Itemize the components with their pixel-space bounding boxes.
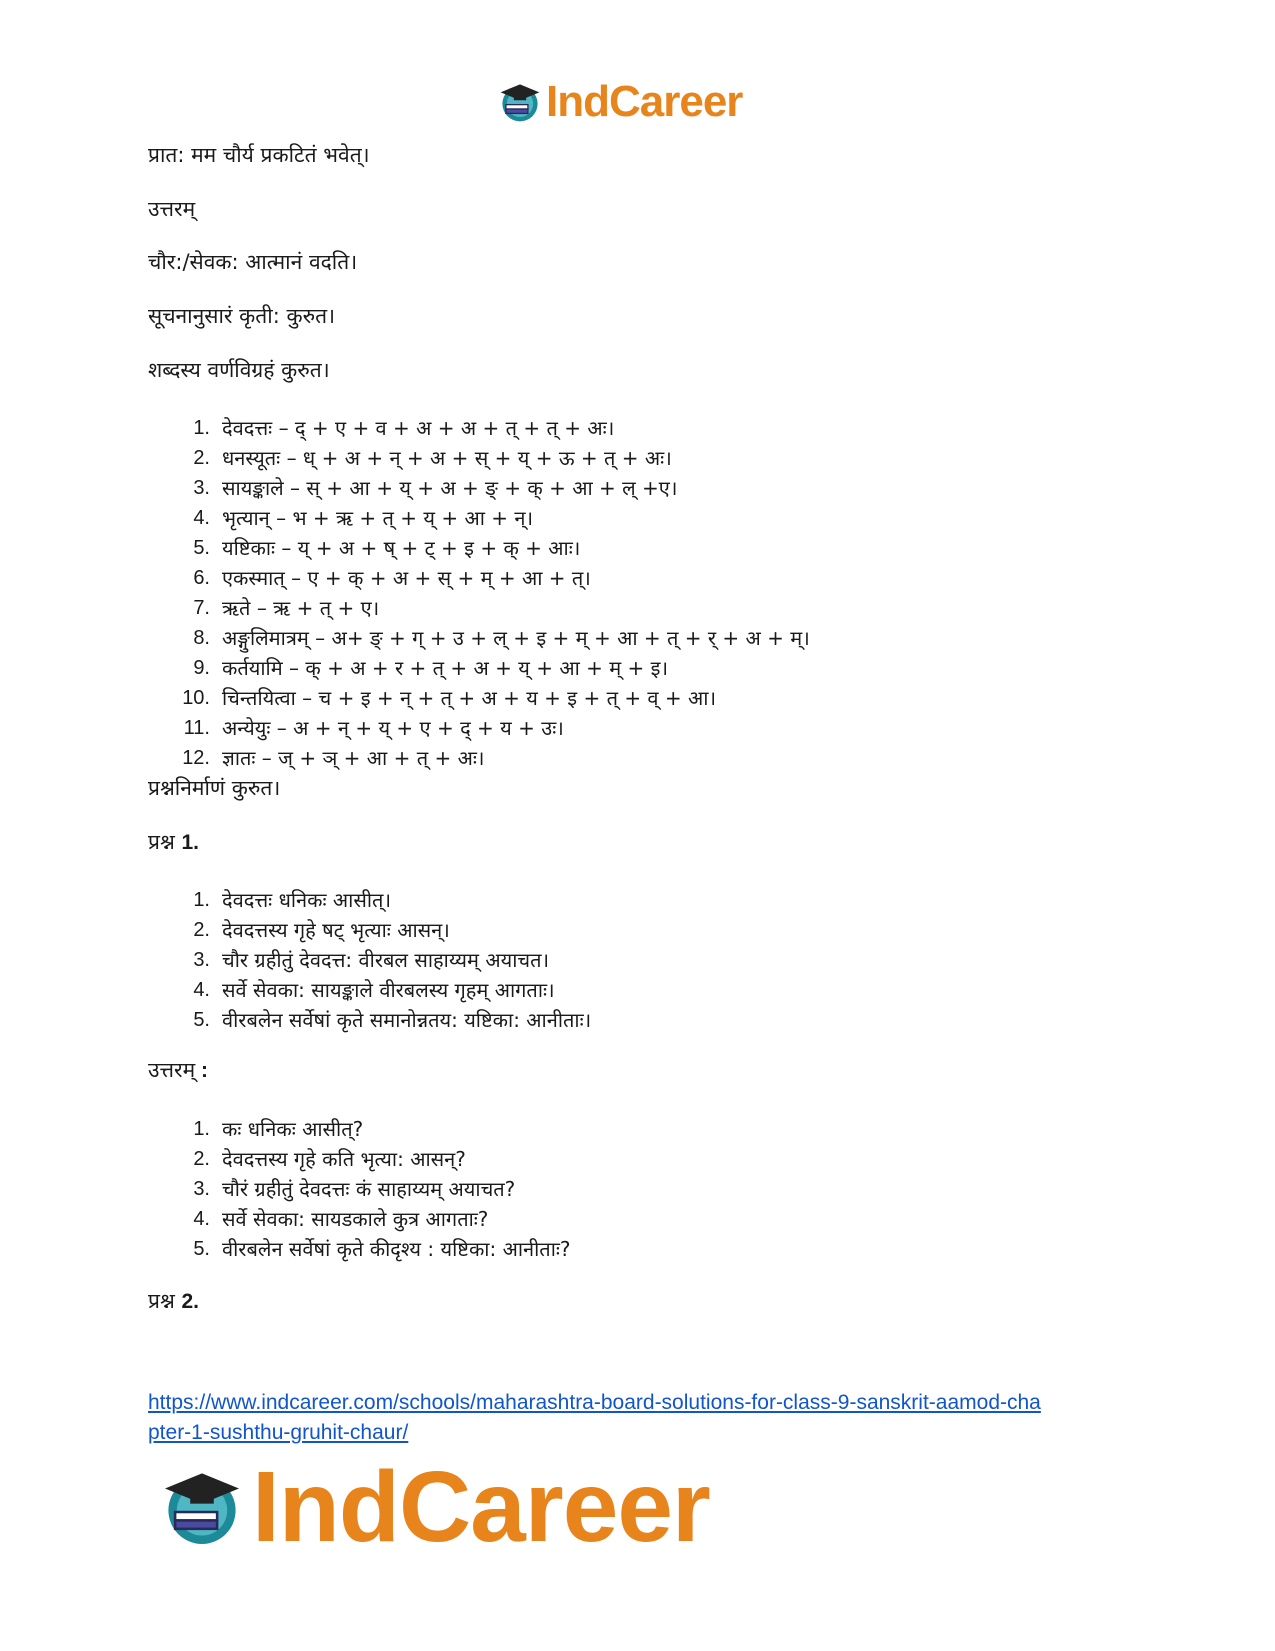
list-text: अन्येयुः – अ + न् + य् + ए + द् + य + उः। bbox=[222, 716, 564, 740]
list-text: सर्वे सेवका: सायङ्काले वीरबलस्य गृहम् आगताः। bbox=[222, 978, 555, 1002]
list-number: 12. bbox=[182, 747, 210, 769]
list-item bbox=[148, 945, 591, 975]
list-item bbox=[148, 473, 810, 503]
list-item bbox=[148, 503, 810, 533]
list-item bbox=[148, 713, 810, 743]
brand-name: IndCareer bbox=[252, 1451, 710, 1563]
list-text: कः धनिकः आसीत्? bbox=[222, 1117, 364, 1141]
list-number: 3. bbox=[193, 949, 210, 971]
list-item bbox=[148, 1005, 591, 1035]
list-text: देवदत्तस्य गृहे कति भृत्या: आसन्? bbox=[222, 1147, 466, 1171]
list-number: 1. bbox=[193, 1118, 210, 1140]
list-item bbox=[148, 683, 810, 713]
list-text: सर्वे सेवका: सायडकाले कुत्र आगताः? bbox=[222, 1207, 489, 1231]
list-number: 4. bbox=[193, 507, 210, 529]
answer-suffix: : bbox=[195, 1059, 208, 1082]
list-text: वीरबलेन सर्वेषां कृते कीदृश्य : यष्टिका: आनीताः? bbox=[222, 1237, 571, 1261]
list-text: एकस्मात् – ए + क् + अ + स् + म् + आ + त्। bbox=[222, 566, 591, 590]
list-number: 1. bbox=[193, 889, 210, 911]
list-text: धनस्यूतः – ध् + अ + न् + अ + स् + य् + ऊ + त् + अः। bbox=[222, 446, 672, 470]
list-item bbox=[148, 1144, 571, 1174]
list-item bbox=[148, 1234, 571, 1264]
list-number: 1. bbox=[193, 417, 210, 439]
header-logo bbox=[498, 78, 742, 126]
graduation-cap-book-globe-icon bbox=[498, 80, 542, 124]
list-text: कर्तयामि – क् + अ + र + त् + अ + य् + आ + म् + इ। bbox=[222, 656, 669, 680]
list-text: वीरबलेन सर्वेषां कृते समानोन्नतय: यष्टिका: आनीताः। bbox=[222, 1008, 592, 1032]
paragraph: सूचनानुसारं कृती: कुरुत। bbox=[148, 304, 336, 328]
list-item bbox=[148, 915, 591, 945]
source-link-line-1[interactable]: https://www.indcareer.com/schools/maharashtra-board-solutions-for-class-9-sanskrit-aamod-cha bbox=[148, 1391, 1041, 1414]
brand-name: IndCareer bbox=[546, 77, 743, 126]
list-number: 5. bbox=[193, 1238, 210, 1260]
list-item bbox=[148, 1114, 571, 1144]
answer-label: उत्तरम् bbox=[148, 1058, 196, 1082]
question-1-list bbox=[148, 885, 591, 1035]
list-item bbox=[148, 743, 810, 773]
paragraph: प्रश्ननिर्माणं कुरुत। bbox=[148, 776, 281, 800]
list-item bbox=[148, 623, 810, 653]
list-item bbox=[148, 443, 810, 473]
list-number: 4. bbox=[193, 979, 210, 1001]
question-label: प्रश्न bbox=[148, 1289, 175, 1313]
list-item bbox=[148, 563, 810, 593]
paragraph: उत्तरम् bbox=[148, 197, 196, 221]
list-item bbox=[148, 885, 591, 915]
list-number: 8. bbox=[193, 627, 210, 649]
list-number: 7. bbox=[193, 597, 210, 619]
list-item bbox=[148, 533, 810, 563]
list-number: 5. bbox=[193, 1009, 210, 1031]
list-item bbox=[148, 593, 810, 623]
list-text: यष्टिकाः – य् + अ + ष् + ट् + इ + क् + आः। bbox=[222, 536, 581, 560]
source-link[interactable] bbox=[148, 1388, 1041, 1448]
list-number: 9. bbox=[193, 657, 210, 679]
question-label: प्रश्न bbox=[148, 830, 175, 854]
list-number: 3. bbox=[193, 1178, 210, 1200]
list-text: देवदत्तस्य गृहे षट् भृत्याः आसन्। bbox=[222, 918, 450, 942]
list-text: ज्ञातः – ज् + ञ् + आ + त् + अः। bbox=[222, 746, 485, 770]
list-text: देवदत्तः – द् + ए + व + अ + अ + त् + त् + अः। bbox=[222, 416, 615, 440]
list-number: 2. bbox=[193, 1148, 210, 1170]
question-number: 1. bbox=[181, 831, 199, 854]
list-number: 3. bbox=[193, 477, 210, 499]
question-number: 2. bbox=[181, 1290, 199, 1313]
list-number: 6. bbox=[193, 567, 210, 589]
list-text: ऋते – ऋ + त् + ए। bbox=[222, 596, 380, 620]
list-number: 4. bbox=[193, 1208, 210, 1230]
graduation-cap-book-globe-icon bbox=[160, 1465, 244, 1549]
list-number: 11. bbox=[183, 717, 210, 739]
list-text: देवदत्तः धनिकः आसीत्। bbox=[222, 888, 392, 912]
list-text: चौरं ग्रहीतुं देवदत्तः कं साहाय्यम् अयाचत? bbox=[222, 1177, 516, 1201]
list-item bbox=[148, 1204, 571, 1234]
list-item bbox=[148, 975, 591, 1005]
question-2-heading bbox=[148, 1287, 199, 1316]
list-text: चिन्तयित्वा – च + इ + न् + त् + अ + य + इ + त् + व् + आ। bbox=[222, 686, 717, 710]
list-number: 5. bbox=[193, 537, 210, 559]
footer-logo bbox=[160, 1451, 710, 1563]
paragraph: शब्दस्य वर्णविग्रहं कुरुत। bbox=[148, 358, 330, 382]
list-number: 2. bbox=[193, 919, 210, 941]
list-item bbox=[148, 653, 810, 683]
list-text: भृत्यान् – भ + ऋ + त् + य् + आ + न्। bbox=[222, 506, 534, 530]
list-number: 10. bbox=[182, 687, 210, 709]
list-text: अङ्गुलिमात्रम् – अ+ ङ् + ग् + उ + ल् + इ + म् + आ + त् + र् + अ + म्। bbox=[222, 626, 810, 650]
list-number: 2. bbox=[193, 447, 210, 469]
list-item bbox=[148, 1174, 571, 1204]
list-text: सायङ्काले – स् + आ + य् + अ + ङ् + क् + आ + ल् +ए। bbox=[222, 476, 678, 500]
paragraph: प्रात: मम चौर्य प्रकटितं भवेत्। bbox=[148, 143, 370, 167]
paragraph: चौर:/सेवक: आत्मानं वदति। bbox=[148, 250, 358, 274]
answer-heading bbox=[148, 1056, 208, 1085]
list-text: चौर ग्रहीतुं देवदत्त: वीरबल साहाय्यम् अयाचत। bbox=[222, 948, 550, 972]
question-1-heading bbox=[148, 828, 199, 857]
list-item bbox=[148, 413, 810, 443]
source-link-line-2[interactable]: pter-1-sushthu-gruhit-chaur/ bbox=[148, 1421, 409, 1444]
answer-list bbox=[148, 1114, 571, 1264]
varna-vigraha-list bbox=[148, 413, 810, 773]
